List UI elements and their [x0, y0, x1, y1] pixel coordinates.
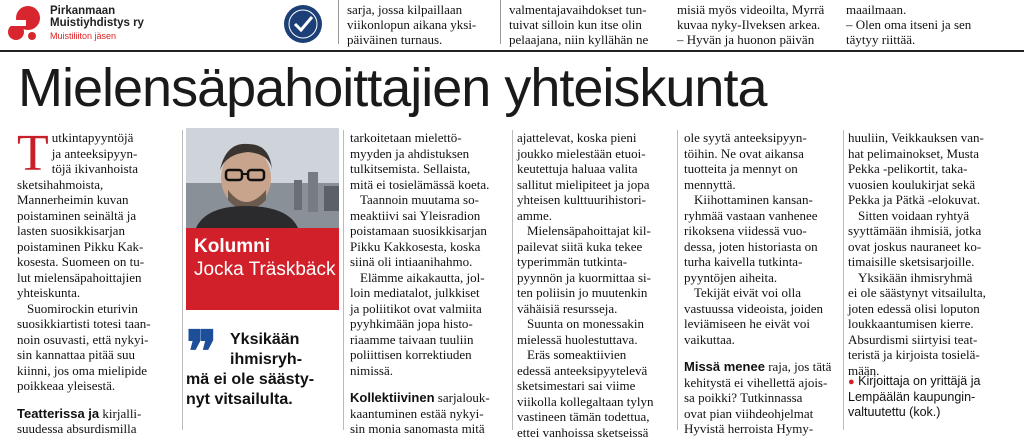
- memory-association-logo-icon: [6, 4, 42, 42]
- drop-cap: T: [17, 125, 49, 182]
- column-divider: [843, 130, 844, 430]
- article-column-4: [684, 130, 844, 437]
- article-column-3: [517, 130, 677, 440]
- paragraph: Tekijät eivät voi olla vastuussa videoista, joiden leviämiseen he eivät voi vaikuttaa.: [684, 285, 824, 347]
- column-label: Kolumni: [194, 236, 270, 257]
- portrait-image-icon: [186, 128, 339, 228]
- paragraph: Missä menee raja, jos tätä kehitystä ei vihellettä ajois- sa poikki? Tutkinnassa ovat pian viihdeohjelmat Hyvistä herroista Hymy-: [684, 359, 832, 436]
- paragraph: Kollektiivinen sarjalouk- kaantuminen estää nykyi- sin monia sanomasta mitä: [350, 390, 490, 436]
- paragraph: Teatterissa ja kirjalli- suudessa absurdismilla: [17, 405, 142, 436]
- column-divider: [512, 130, 513, 430]
- logo-line-1: Pirkanmaan: [50, 5, 116, 17]
- certificate-badge-icon: [283, 4, 323, 44]
- paragraph: ole syytä anteeksipyyn- töihin. Ne ovat aikansa tuotteita ja mennyt on mennyttä.: [684, 130, 807, 192]
- logo-line-2: Muistiyhdistys ry: [50, 17, 144, 29]
- quote-mark-icon: ❞: [186, 320, 218, 385]
- paragraph: Elämme aikakautta, jol- loin mediatalot, julkkiset ja poliitikot ovat valmiita pyyhkimään jopa histo- riaamme taivaan tuuliin poliittisen korrektiuden nimissä.: [350, 269, 485, 378]
- article-column-2: [350, 130, 510, 437]
- paragraph: ajattelevat, koska pieni joukko mielestään etuoi- keutettuja haluaa valita sallitut mielipiteet ja jopa yhteisen kulttuurihistori- amme.: [517, 130, 650, 223]
- paragraph: Kiihottaminen kansan- ryhmää vastaan vanhenee rikoksena viidessä vuo- dessa, joten historiasta on turha kaivella tutkinta- pyyntöjen aiheita.: [684, 192, 818, 285]
- article-column-5: [848, 130, 1020, 378]
- article-column-1: [17, 125, 179, 437]
- bullet-icon: ●: [848, 376, 855, 388]
- paragraph: Eräs someaktiivien edessä anteeksipyytelevä sketsimestari sai viime viikolla kollegaltaan tylyn vastineen tämän todettua, ettei vanhoissa sketseissä: [517, 347, 654, 440]
- top-rule: [0, 50, 1024, 52]
- paragraph: Sitten voidaan ryhtyä syyttämään ihmisiä, jotka ovat joskus nauraneet ko- timaisille sketsisarjoille.: [848, 207, 982, 269]
- column-label-box: [186, 228, 339, 310]
- article-headline: Mielensäpahoittajien yhteiskunta: [18, 58, 767, 118]
- column-divider: [182, 130, 183, 430]
- columnist-photo: [186, 128, 339, 228]
- pull-quote-text: Yksikään ihmisryh- mä ei ole säästy- nyt vitsailulta.: [186, 331, 315, 408]
- prev-story-fragment-1: sarja, jossa kilpaillaan viikonlopun aikana yksi- päiväinen turnaus.: [347, 2, 477, 47]
- column-divider: [338, 0, 339, 44]
- author-name: Jocka Träskbäck: [194, 259, 336, 280]
- top-strip: [0, 0, 1024, 48]
- column-divider: [677, 130, 678, 430]
- prev-story-fragment-3: misiä myös videoilta, Myrrä kuvaa nyky-Ilveksen arkea. – Hyvän ja huonon päivän: [677, 2, 825, 47]
- paragraph: huuliin, Veikkauksen van- hat pelimainokset, Musta Pekka -pelikortit, taka- vuosien koulukirjat sekä Pekka ja Pätkä -elokuvat.: [848, 130, 984, 207]
- paragraph: tarkoitetaan mielettö- myyden ja ahdistuksen tulkitsemista. Sellaista, mitä ei tosielämässä koeta. Taannoin muutama so- meaktiivi sai Yleisradion poistamaan suosikkisarjan Pikku Kakkosesta, koska siinä oli intiaanihahmo.: [350, 130, 490, 269]
- paragraph: Mielensäpahoittajat kil- pailevat siitä kuka tekee typerimmän tutkinta- pyynnön ja kuormittaa si- ten poliisin jo muutenkin vähäisiä resursseja.: [517, 223, 651, 316]
- prev-story-fragment-4: maailmaan. – Olen oma itseni ja sen täytyy riittää.: [846, 2, 972, 47]
- paragraph: Suunta on monessakin mielessä huolestuttava.: [517, 316, 644, 347]
- association-logo: [0, 0, 175, 46]
- column-divider: [343, 130, 344, 430]
- column-divider: [500, 0, 501, 44]
- paragraph: Yksikään ihmisryhmä ei ole säästynyt vitsailulta, joten edessä olisi loputon loukkaantumisen kierre. Absurdismi siirtyisi teat- teristä ja kirjoista tosielä- mään.: [848, 269, 986, 378]
- author-bio: ● Kirjoittaja on yrittäjä ja Lempäälän kaupungin- valtuutettu (kok.): [848, 374, 981, 419]
- paragraph: T utkintapyyntöjä ja anteeksipyyn- töjä ikivanhoista sketsihahmoista, Mannerheimin kuvan poistaminen seinältä ja lasten suosikkisarjan poistaminen Pikku Kak- kosesta. Suomeen on tu- lut mielensäpahoittajien yhteiskunta.: [17, 125, 145, 300]
- paragraph: Suomirockin eturivin suosikkiartisti totesi taan- noin osuvasti, että nykyi- sin kannattaa pitää suu kiinni, jos oma mielipide poikkeaa yleisestä.: [17, 300, 151, 393]
- prev-story-fragment-2: valmentajavaihdokset tun- tuivat silloin kun itse olin pelaajana, niin kyllähän ne: [509, 2, 649, 47]
- logo-line-3: Muistiliiton jäsen: [50, 31, 117, 41]
